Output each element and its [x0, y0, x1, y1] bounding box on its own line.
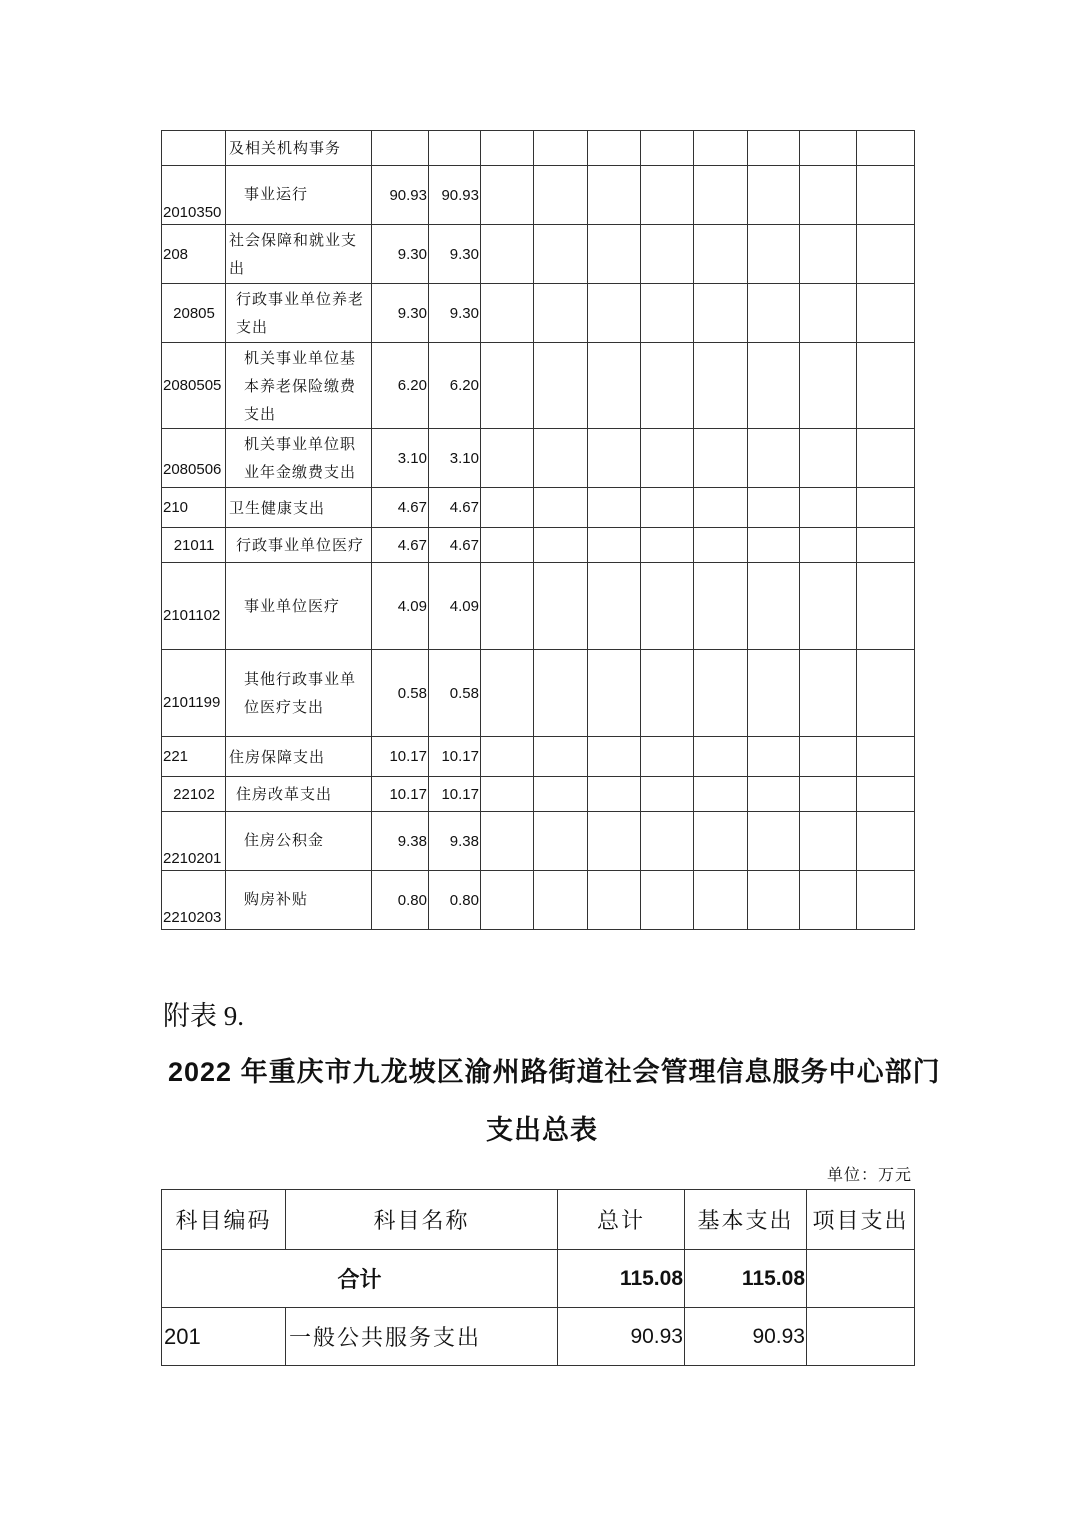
subject-name: 住房公积金 [226, 812, 372, 871]
basic-value: 4.67 [429, 488, 481, 528]
subject-code: 2101199 [162, 650, 226, 737]
total-value: 115.08 [558, 1250, 685, 1308]
total-value [372, 131, 429, 166]
total-row [162, 1250, 915, 1308]
total-value: 6.20 [372, 343, 429, 429]
basic-value [429, 131, 481, 166]
table-row [162, 166, 915, 225]
basic-value: 90.93 [685, 1308, 807, 1366]
basic-value: 9.38 [429, 812, 481, 871]
total-value: 4.67 [372, 488, 429, 528]
subject-name: 及相关机构事务 [226, 131, 372, 166]
subject-code [162, 131, 226, 166]
subject-code: 20805 [162, 284, 226, 343]
subject-name: 事业运行 [226, 166, 372, 225]
table-row [162, 777, 915, 812]
subject-name: 购房补贴 [226, 871, 372, 930]
table-row [162, 812, 915, 871]
total-value: 4.09 [372, 563, 429, 650]
subject-code: 2080506 [162, 429, 226, 488]
basic-value: 0.80 [429, 871, 481, 930]
subject-code: 221 [162, 737, 226, 777]
basic-value: 3.10 [429, 429, 481, 488]
page-title: 2022 年重庆市九龙坡区渝州路街道社会管理信息服务中心部门 [168, 1057, 941, 1087]
total-value: 9.30 [372, 284, 429, 343]
basic-value: 9.30 [429, 225, 481, 284]
total-value: 3.10 [372, 429, 429, 488]
subject-name: 机关事业单位基本养老保险缴费支出 [226, 343, 372, 429]
table-row [162, 284, 915, 343]
subject-name: 住房保障支出 [226, 737, 372, 777]
basic-value: 4.67 [429, 528, 481, 563]
total-value: 0.58 [372, 650, 429, 737]
basic-value: 9.30 [429, 284, 481, 343]
basic-value: 4.09 [429, 563, 481, 650]
subject-code: 208 [162, 225, 226, 284]
header-project-expense: 项目支出 [807, 1190, 915, 1250]
subject-name: 一般公共服务支出 [286, 1308, 558, 1366]
total-value: 10.17 [372, 777, 429, 812]
subject-name: 社会保障和就业支出 [226, 225, 372, 284]
total-value: 0.80 [372, 871, 429, 930]
subject-code: 22102 [162, 777, 226, 812]
subject-name: 行政事业单位医疗 [226, 528, 372, 563]
table-header-row [162, 1190, 915, 1250]
subject-code: 2101102 [162, 563, 226, 650]
table-row [162, 429, 915, 488]
basic-value: 10.17 [429, 737, 481, 777]
table-row [162, 488, 915, 528]
subject-name: 机关事业单位职业年金缴费支出 [226, 429, 372, 488]
subject-code: 2080505 [162, 343, 226, 429]
subject-code: 21011 [162, 528, 226, 563]
basic-value: 6.20 [429, 343, 481, 429]
subject-code: 210 [162, 488, 226, 528]
table-row [162, 528, 915, 563]
appendix-label: 附表 9. [163, 1001, 244, 1031]
total-value: 10.17 [372, 737, 429, 777]
header-subject-name: 科目名称 [286, 1190, 558, 1250]
subject-name: 住房改革支出 [226, 777, 372, 812]
basic-value: 10.17 [429, 777, 481, 812]
total-value: 4.67 [372, 528, 429, 563]
department-expense-summary-table [161, 1189, 915, 1366]
subject-name: 事业单位医疗 [226, 563, 372, 650]
header-basic-expense: 基本支出 [685, 1190, 807, 1250]
total-value: 90.93 [372, 166, 429, 225]
table-row [162, 131, 915, 166]
subject-code: 2210201 [162, 812, 226, 871]
basic-value: 115.08 [685, 1250, 807, 1308]
unit-label: 单位：万元 [826, 1165, 912, 1184]
total-value: 9.38 [372, 812, 429, 871]
total-value: 90.93 [558, 1308, 685, 1366]
basic-value: 90.93 [429, 166, 481, 225]
subject-code: 201 [162, 1308, 286, 1366]
total-value: 9.30 [372, 225, 429, 284]
subject-code: 2010350 [162, 166, 226, 225]
subject-name: 行政事业单位养老支出 [226, 284, 372, 343]
subject-code: 2210203 [162, 871, 226, 930]
subject-name: 卫生健康支出 [226, 488, 372, 528]
table-row [162, 225, 915, 284]
table-row [162, 343, 915, 429]
table-row [162, 737, 915, 777]
subject-name: 其他行政事业单位医疗支出 [226, 650, 372, 737]
header-total: 总计 [558, 1190, 685, 1250]
expense-detail-table-continued [161, 130, 915, 930]
total-label: 合计 [162, 1250, 558, 1308]
basic-value: 0.58 [429, 650, 481, 737]
page-title-line2: 支出总表 [486, 1115, 598, 1145]
table-row [162, 650, 915, 737]
table-row [162, 563, 915, 650]
table-row [162, 1308, 915, 1366]
header-subject-code: 科目编码 [162, 1190, 286, 1250]
project-value [807, 1308, 915, 1366]
table-row [162, 871, 915, 930]
project-value [807, 1250, 915, 1308]
